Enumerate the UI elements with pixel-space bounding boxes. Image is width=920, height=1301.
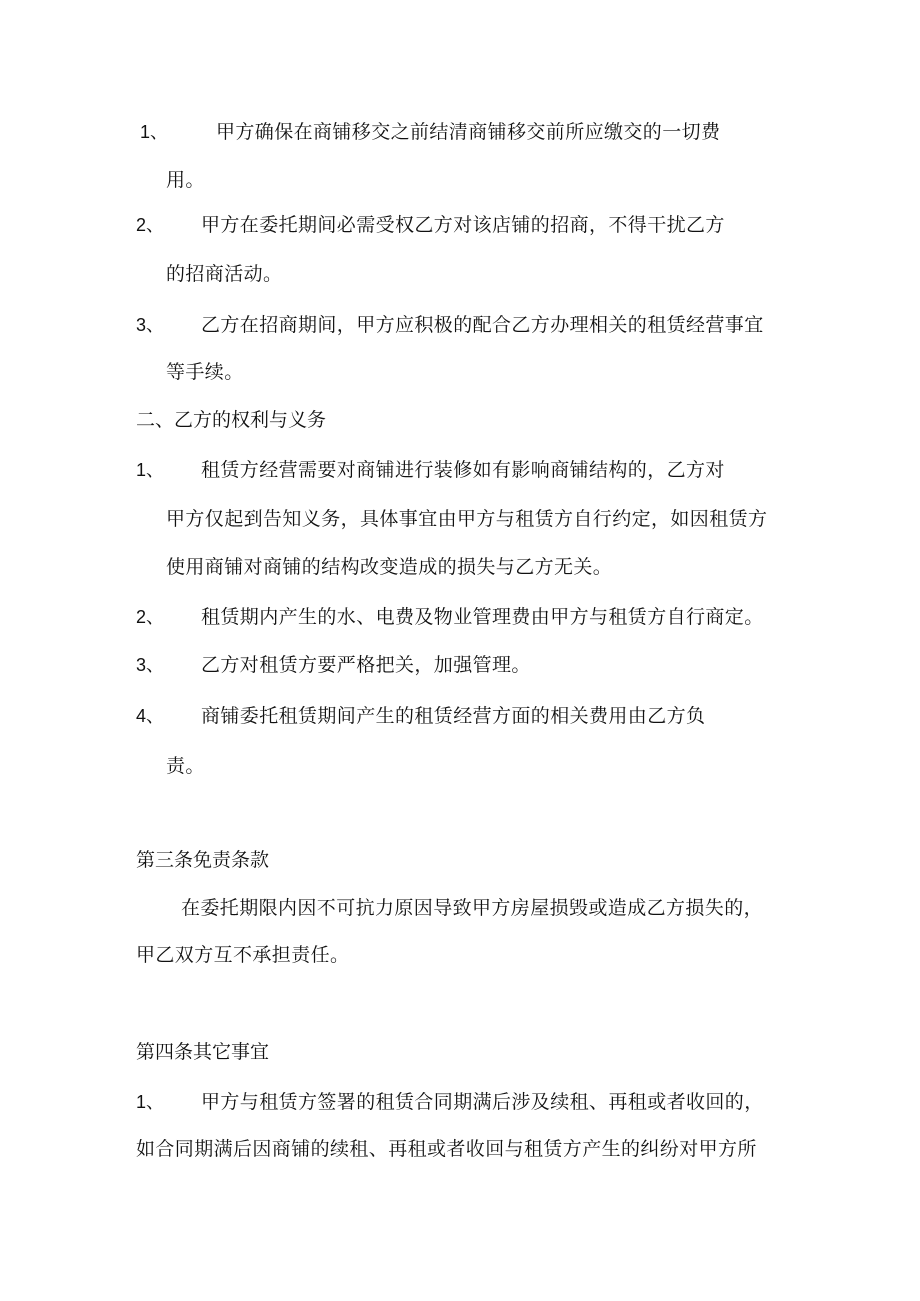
list-item-number: 3、 — [136, 315, 165, 335]
list-item-text: 商铺委托租赁期间产生的租赁经营方面的相关费用由乙方负 — [201, 705, 706, 727]
article-heading: 第三条免责条款 — [136, 849, 270, 871]
list-item-number: 2、 — [136, 607, 165, 627]
list-item-continuation: 如合同期满后因商铺的续租、再租或者收回与租赁方产生的纠纷对甲方所 — [136, 1138, 757, 1160]
list-item-text: 甲方与租赁方签署的租赁合同期满后涉及续租、再租或者收回的， — [201, 1091, 764, 1113]
list-item-text: 乙方在招商期间，甲方应积极的配合乙方办理相关的租赁经营事宜 — [201, 314, 764, 336]
list-item-continuation: 的招商活动。 — [166, 263, 283, 285]
section-heading: 二、乙方的权利与义务 — [136, 409, 327, 431]
list-item-continuation: 甲方仅起到告知义务，具体事宜由甲方与租赁方自行约定，如因租赁方 — [166, 508, 768, 530]
list-item-text: 租赁期内产生的水、电费及物业管理费由甲方与租赁方自行商定。 — [201, 606, 764, 628]
list-item-continuation: 等手续。 — [166, 361, 244, 383]
list-item-number: 3、 — [136, 655, 165, 675]
list-item-text: 甲方在委托期间必需受权乙方对该店铺的招商，不得干扰乙方 — [201, 214, 725, 236]
list-item-number: 1、 — [136, 460, 165, 480]
list-item-number: 4、 — [136, 706, 165, 726]
list-item-number: 1、 — [140, 122, 169, 142]
list-item-text: 乙方对租赁方要严格把关，加强管理。 — [201, 654, 531, 676]
list-item-text: 租赁方经营需要对商铺进行装修如有影响商铺结构的，乙方对 — [201, 459, 725, 481]
article-paragraph: 在委托期限内因不可抗力原因导致甲方房屋损毁或造成乙方损失的， — [181, 897, 764, 919]
article-paragraph: 甲乙双方互不承担责任。 — [136, 944, 350, 966]
list-item-number: 1、 — [136, 1092, 165, 1112]
list-item-number: 2、 — [136, 215, 165, 235]
article-heading: 第四条其它事宜 — [136, 1041, 270, 1063]
list-item-text: 甲方确保在商铺移交之前结清商铺移交前所应缴交的一切费 — [216, 121, 721, 143]
list-item-continuation: 责。 — [166, 755, 205, 777]
list-item-continuation: 用。 — [166, 169, 205, 191]
list-item-continuation: 使用商铺对商铺的结构改变造成的损失与乙方无关。 — [166, 556, 613, 578]
